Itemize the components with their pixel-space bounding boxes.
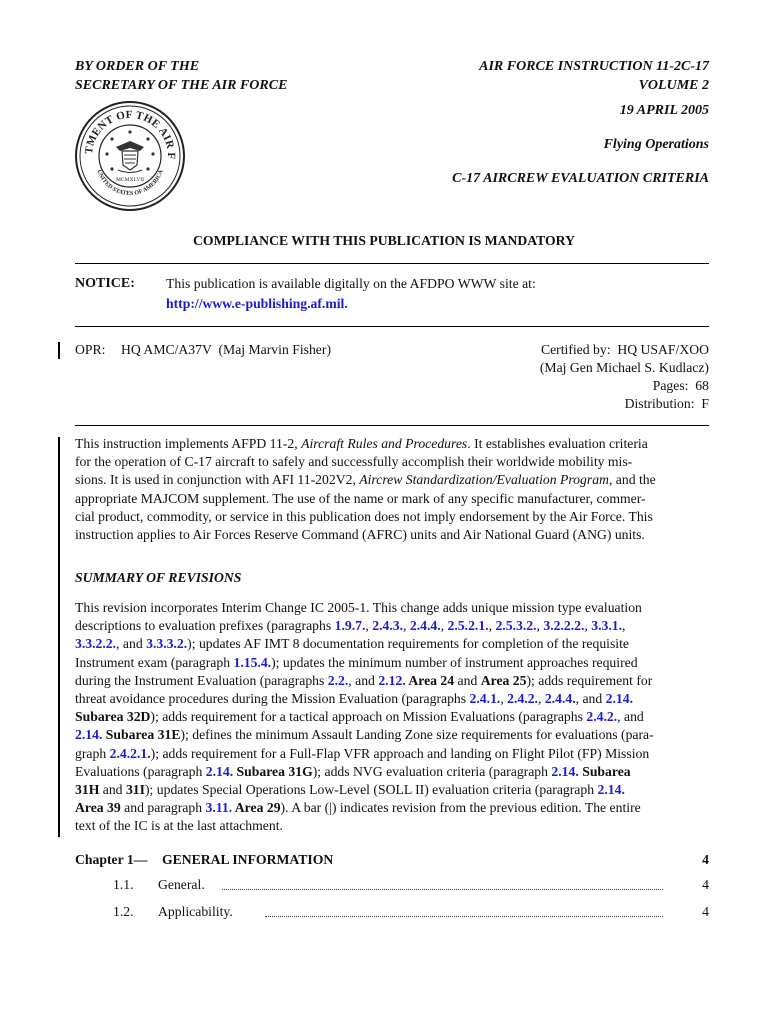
summary-line (75, 617, 709, 635)
summary-line (75, 690, 709, 708)
intro-line: This instruction implements AFPD 11-2, Aircraft Rules and Procedures. It establishes evaluation criteria (75, 436, 648, 451)
summary-line (75, 654, 709, 672)
divider (75, 326, 709, 327)
by-order-line2: SECRETARY OF THE AIR FORCE (75, 78, 288, 93)
paragraph-link[interactable]: 3.3.2.2. (75, 636, 117, 652)
publication-date: 19 APRIL 2005 (619, 103, 709, 118)
summary-paragraph (75, 599, 709, 836)
category: Flying Operations (603, 137, 709, 152)
summary-line (75, 817, 709, 835)
bold-reference: 31I (125, 782, 145, 798)
summary-text: , (537, 691, 545, 707)
certifier-name: (Maj Gen Michael S. Kudlacz) (539, 360, 709, 375)
summary-line (75, 672, 709, 690)
bold-reference: Subarea 31G (233, 763, 313, 779)
summary-text: ). A bar (|) indicates revision from the previous edition. The entire (280, 800, 641, 816)
paragraph-link[interactable]: 2.4.4. (409, 618, 441, 634)
summary-text: ); adds requirement for a tactical approach on Mission Evaluations (paragraphs (150, 709, 587, 725)
bold-reference: Area 39 (75, 800, 121, 816)
summary-line (75, 799, 709, 817)
summary-text: ); updates the minimum number of instrument approaches required (271, 654, 638, 670)
intro-line: appropriate MAJCOM supplement. The use of the name or mark of any specific manufacturer, commer- (75, 490, 646, 506)
summary-text: graph (75, 745, 110, 761)
toc-chapter-1[interactable] (75, 852, 709, 870)
toc-entry-page: 4 (702, 904, 709, 919)
svg-text:MCMXLVII: MCMXLVII (116, 177, 144, 183)
toc-entry-title: Applicability. (158, 904, 233, 919)
summary-text: threat avoidance procedures during the Mission Evaluation (paragraphs (75, 691, 470, 707)
notice-label: NOTICE: (75, 276, 135, 291)
toc-entry[interactable] (75, 904, 709, 922)
intro-line: sions. It is used in conjunction with AFI 11-202V2, Aircrew Standardization/Evaluation Program, and the (75, 472, 656, 488)
summary-text: , (488, 618, 496, 634)
summary-text: , and (348, 672, 379, 688)
paragraph-link[interactable]: 2.14. (205, 763, 234, 779)
paragraph-link[interactable]: 2.14. (605, 691, 634, 707)
summary-text: , (440, 618, 448, 634)
toc-leader-dots (265, 916, 663, 917)
bold-reference: 31H (75, 782, 100, 798)
by-order-line1: BY ORDER OF THE (75, 59, 200, 74)
paragraph-link[interactable]: 3.3.1. (591, 618, 623, 634)
bold-reference: Area 25 (480, 672, 527, 688)
summary-text: ); updates AF IMT 8 documentation requirements for completion of the requisite (187, 636, 629, 652)
intro-line: instruction applies to Air Forces Reserve Command (AFRC) units and Air National Guard (ANG) units. (75, 527, 645, 543)
summary-text: ); updates Special Operations Low-Level (SOLL II) evaluation criteria (paragraph (144, 782, 598, 798)
summary-text: and (454, 672, 481, 688)
summary-text: ); adds NVG evaluation criteria (paragraph (312, 763, 552, 779)
paragraph-link[interactable]: 1.9.7. (334, 618, 366, 634)
paragraph-link[interactable]: 2.14. (75, 727, 103, 743)
intro-paragraph (75, 435, 709, 544)
summary-text: , and (617, 709, 644, 725)
svg-text:UNITED STATES OF AMERICA: UNITED STATES OF AMERICA (95, 169, 165, 198)
summary-text: , (584, 618, 592, 634)
revision-bar (58, 342, 60, 359)
air-force-seal-icon (74, 99, 186, 213)
summary-line (75, 763, 709, 781)
chapter-title: GENERAL INFORMATION (162, 852, 334, 867)
bold-reference: Area 24 (405, 672, 455, 688)
summary-line (75, 708, 709, 726)
toc-entry[interactable] (75, 877, 709, 895)
paragraph-link[interactable]: 2.5.3.2. (495, 618, 537, 634)
toc-entry-number: 1.1. (113, 877, 134, 892)
summary-text: ); adds requirement for (526, 672, 653, 688)
summary-text: , (403, 618, 410, 634)
opr-label: OPR: (75, 342, 106, 357)
paragraph-link[interactable]: 2.4.2.1. (109, 745, 151, 761)
summary-line (75, 635, 709, 653)
summary-text: ); adds requirement for a Full-Flap VFR approach and landing on Flight Pilot (FP) Mission (150, 745, 650, 761)
summary-text: during the Instrument Evaluation (paragraphs (75, 672, 328, 688)
intro-line: cial product, commodity, or service in this publication does not imply endorsement by the Air Force. This (75, 508, 653, 524)
bold-reference: Subarea (578, 763, 631, 779)
volume: VOLUME 2 (638, 78, 709, 93)
summary-text: descriptions to evaluation prefixes (paragraphs (75, 618, 335, 634)
summary-text: , (622, 618, 626, 634)
summary-line (75, 726, 709, 744)
summary-text: and (99, 782, 126, 798)
summary-text: text of the IC is at the last attachment. (75, 818, 283, 834)
opr-value: HQ AMC/A37V (Maj Marvin Fisher) (121, 342, 331, 357)
summary-text: Evaluations (paragraph (75, 763, 206, 779)
toc-entry-number: 1.2. (113, 904, 134, 919)
paragraph-link[interactable]: 3.2.2.2. (543, 618, 585, 634)
page-count: Pages: 68 (652, 378, 709, 393)
chapter-label: Chapter 1— (75, 852, 148, 867)
bold-reference: Subarea 32D (75, 709, 151, 725)
bold-reference: Subarea 31E (102, 727, 181, 743)
toc-leader-dots (222, 889, 663, 890)
paragraph-link[interactable]: 2.12. (378, 672, 406, 688)
paragraph-link[interactable]: 2.4.4. (544, 691, 576, 707)
instruction-number: AIR FORCE INSTRUCTION 11-2C-17 (479, 59, 709, 74)
paragraph-link[interactable]: 2.4.1. (469, 691, 501, 707)
svg-text:DEPARTMENT OF THE AIR FORCE: TMENT OF THE AIR F (82, 108, 178, 160)
summary-text: This revision incorporates Interim Change IC 2005-1. This change adds unique mission type evaluation (75, 600, 642, 615)
afdpo-link[interactable]: http://www.e-publishing.af.mil. (166, 296, 348, 311)
bold-reference: Area 29 (232, 800, 281, 816)
summary-text: , (500, 691, 508, 707)
paragraph-link[interactable]: 2.2. (327, 672, 349, 688)
toc-entry-title: General. (158, 877, 205, 892)
summary-text: ); defines the minimum Assault Landing Zone size requirements for evaluations (para- (180, 727, 654, 743)
divider (75, 425, 709, 426)
summary-text: , and (116, 636, 147, 652)
chapter-page: 4 (702, 852, 709, 867)
toc-entry-page: 4 (702, 877, 709, 892)
document-title: C-17 AIRCREW EVALUATION CRITERIA (452, 171, 709, 186)
paragraph-link[interactable]: 2.14. (551, 763, 579, 779)
paragraph-link[interactable]: 3.3.3.2. (146, 636, 188, 652)
summary-text: Instrument exam (paragraph (75, 654, 234, 670)
revision-bar (58, 437, 60, 837)
intro-line: for the operation of C-17 aircraft to safely and successfully accomplish their worldwide mobility mis- (75, 454, 633, 470)
paragraph-link[interactable]: 3.11. (205, 800, 233, 816)
summary-line (75, 745, 709, 763)
paragraph-link[interactable]: 2.4.2. (586, 709, 618, 725)
certified-by: Certified by: HQ USAF/XOO (540, 342, 709, 357)
summary-line (75, 599, 709, 617)
summary-text: , (536, 618, 544, 634)
paragraph-link[interactable]: 1.15.4. (233, 654, 272, 670)
paragraph-link[interactable]: 2.4.2. (507, 691, 538, 707)
summary-text: and paragraph (120, 800, 206, 816)
paragraph-link[interactable]: 2.4.3. (372, 618, 404, 634)
distribution: Distribution: F (624, 396, 709, 411)
notice-text: This publication is available digitally on the AFDPO WWW site at: (166, 276, 536, 291)
summary-heading: SUMMARY OF REVISIONS (75, 570, 242, 585)
paragraph-link[interactable]: 2.5.2.1. (447, 618, 489, 634)
compliance-statement: COMPLIANCE WITH THIS PUBLICATION IS MANDATORY (193, 233, 575, 248)
summary-text: , and (575, 691, 606, 707)
divider (75, 263, 709, 264)
summary-text: , (365, 618, 373, 634)
paragraph-link[interactable]: 2.14. (597, 782, 625, 798)
summary-line (75, 781, 709, 799)
